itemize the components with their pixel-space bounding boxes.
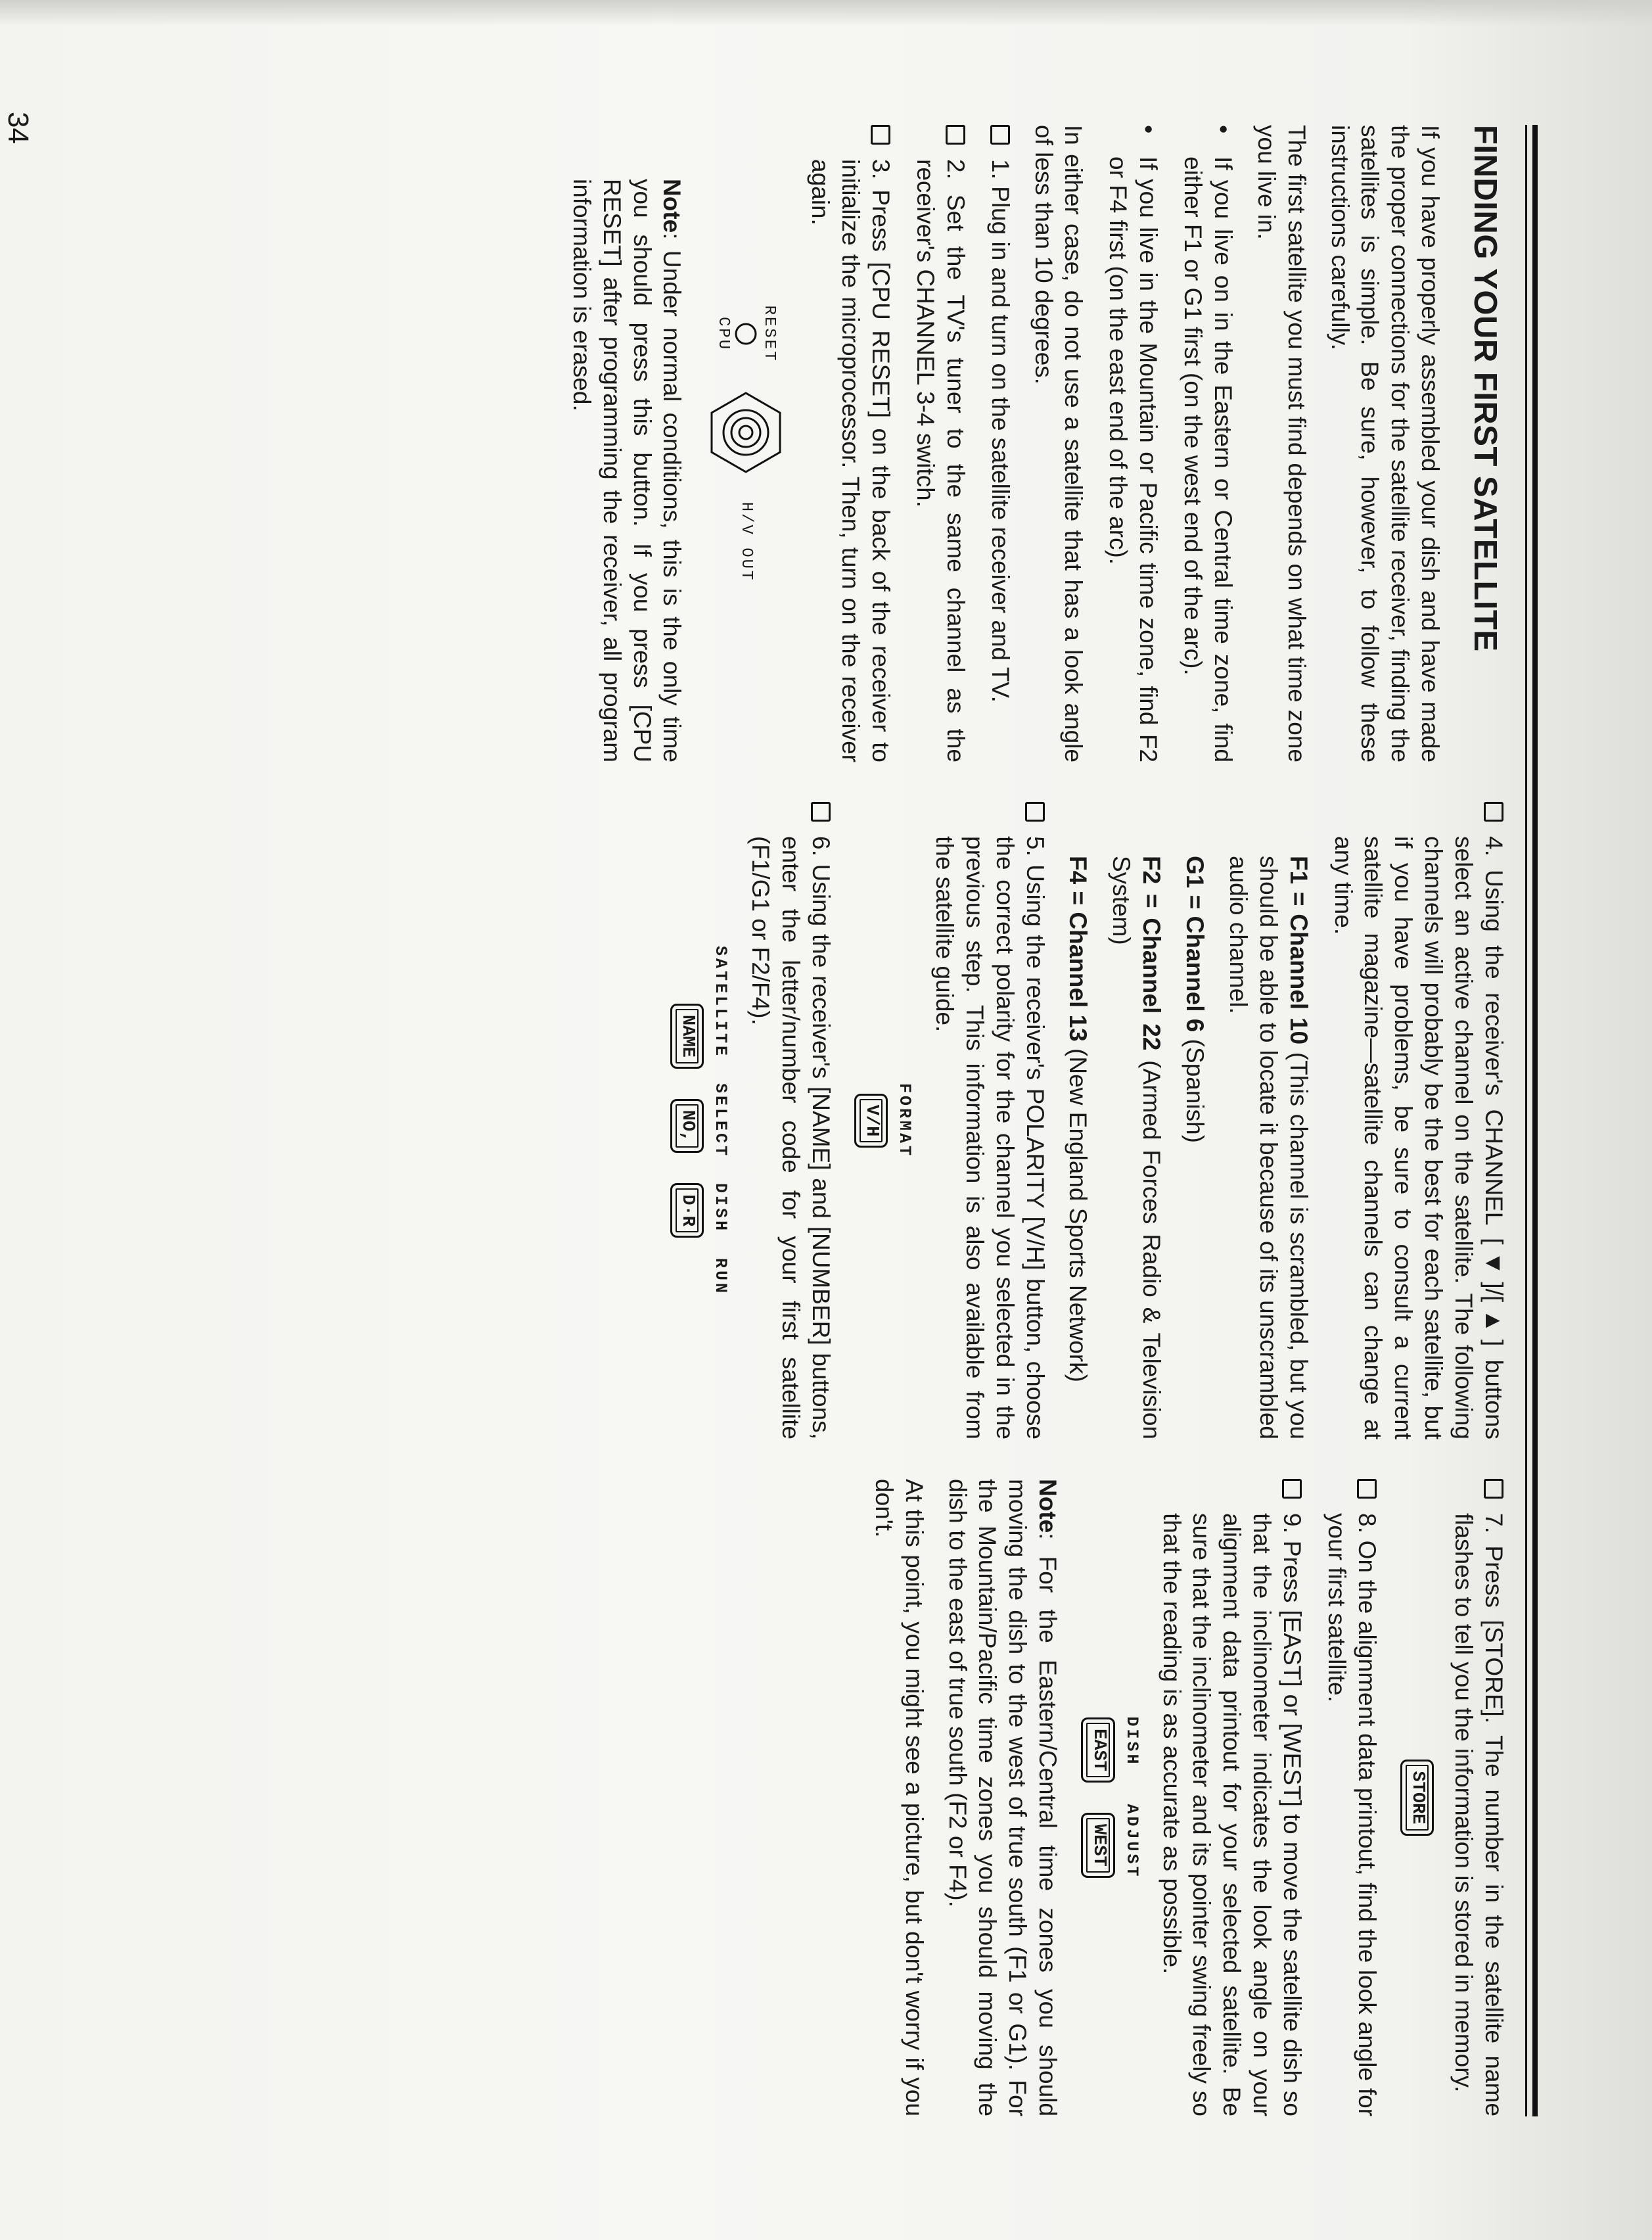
checkbox-icon (1282, 1479, 1302, 1499)
satellite-panel-label: SATELLITE SELECT DISH RUN (711, 945, 731, 1296)
channel-f1: F1 = Channel 10 (This channel is scrambled, but you should be able to locate it because of its unscrambled audio channel. (1225, 856, 1312, 1439)
checkbox-icon (1484, 802, 1503, 822)
bullet-eastern-central: • If you live on in the Eastern or Central time zone, find either F1 or G1 first (on the west end of the arc). (1180, 125, 1237, 762)
step-9: 9. Press [EAST] or [WEST] to move the satellite dish so that the inclinometer indicates the look angle on your alignment data printout for your selected satellite. Be sure that the inclinometer and its pointer swing freely so that the reading is as accurate as possible. (1157, 1479, 1307, 2116)
hv-out-connector-icon (707, 386, 786, 478)
checkbox-icon (811, 802, 831, 822)
closing-paragraph: At this point, you might see a picture, but don't worry if you don't. (870, 1479, 928, 2116)
right-note: Note: For the Eastern/Central time zones you should moving the dish to the west of true south (F1 or G1). For the Mountain/Pacific time zones you should moving the dish to the east of true south (F2 or F4). (944, 1479, 1062, 2116)
reset-button-group (714, 306, 779, 363)
dish-adjust-label: DISH ADJUST (1122, 1716, 1141, 1879)
reset-label: RESET (760, 305, 779, 363)
column-left (553, 125, 1509, 762)
step-4: 4. Using the receiver's CHANNEL [▼]/[▲] buttons select an active channel on the satellite. The following channels will probably be the best for each satellite, but if you have problems, be sure to consult a current satellite magazine—satellite channels can change at any time. (1328, 802, 1509, 1439)
step-5: 5. Using the receiver's POLARITY [V/H] button, choose the correct polarity for the channel you selected in the previous step. This information is also available from the satellite guide. (929, 802, 1050, 1439)
store-button[interactable]: STORE (1400, 1760, 1434, 1835)
hv-out-label: H/V OUT (737, 502, 756, 582)
intro-paragraph: If you have properly assembled your dish and have made the proper connections for the satellite receiver, finding the satellites is simple. Be sure, however, to follow these instructions carefully. (1326, 125, 1444, 762)
column-middle (553, 802, 1509, 1439)
dish-adjust-panel (1081, 1479, 1141, 2116)
checkbox-icon (946, 125, 965, 145)
name-button[interactable]: NAME (670, 1004, 704, 1069)
channel-g1: G1 = Channel 6 (Spanish) (1182, 856, 1209, 1143)
step-7: 7. Press [STORE]. The number in the satellite name flashes to tell you the information is stored in memory. (1448, 1479, 1509, 2116)
step-2: 2. Set the TV's tuner to the same channel as the receiver's CHANNEL 3-4 switch. (910, 125, 971, 762)
text-columns (553, 125, 1509, 2116)
step-8: 8. On the alignment data printout, find the look angle for your first satellite. (1321, 1479, 1382, 2116)
checkbox-icon (871, 125, 890, 145)
left-note: Note: Under normal conditions, this is the only time you should press this button. If you press [CPU RESET] after programming the receiver, all program information is erased. (568, 179, 686, 762)
west-button[interactable]: WEST (1081, 1813, 1114, 1878)
checkbox-icon (1484, 1479, 1503, 1499)
header-rule-thick (1532, 125, 1538, 2116)
page-content (112, 125, 1538, 2116)
dish-run-button[interactable]: D·R (670, 1183, 704, 1238)
column-right (553, 1479, 1509, 2116)
format-label: FORMAT (895, 1083, 915, 1158)
satellite-panel (670, 802, 731, 1439)
checkbox-icon (1025, 802, 1045, 822)
channel-f2: F2 = Channel 22 (Armed Forces Radio & Television System) (1108, 856, 1166, 1439)
channel-f4: F4 = Channel 13 (New England Sports Network) (1065, 856, 1092, 1382)
east-button[interactable]: EAST (1081, 1717, 1114, 1783)
zone-paragraph: The first satellite you must find depends on what time zone you live in. (1252, 125, 1310, 762)
cpu-reset-diagram (707, 125, 786, 762)
reset-button-icon (733, 321, 760, 347)
checkbox-icon (990, 125, 1010, 145)
bullet-mountain-pacific: • If you live in the Mountain or Pacific time zone, find F2 or F4 first (on the east end of the arc). (1105, 125, 1162, 762)
cpu-label: CPU (714, 316, 733, 352)
store-panel (1400, 1479, 1434, 2116)
bullet-icon: • (1209, 125, 1237, 134)
header-rule-thin (1525, 125, 1527, 2116)
vh-button[interactable]: V/H (854, 1094, 888, 1148)
number-button[interactable]: NO, (670, 1099, 704, 1154)
step-6: 6. Using the receiver's [NAME] and [NUMBER] buttons, enter the letter/number code for your first satellite (F1/G1 or F2/F4). (745, 802, 836, 1439)
step-1: 1. Plug in and turn on the satellite receiver and TV. (985, 125, 1015, 762)
page-title: FINDING YOUR FIRST SATELLITE (1467, 125, 1503, 652)
page-number: 34 (2, 112, 34, 144)
checkbox-icon (1357, 1479, 1377, 1499)
format-panel (854, 802, 915, 1439)
look-angle-paragraph: In either case, do not use a satellite that has a look angle of less than 10 degrees. (1030, 125, 1088, 762)
step-3: 3. Press [CPU RESET] on the back of the receiver to initialize the microprocessor. Then, turn on the receiver again. (806, 125, 896, 762)
bullet-icon: • (1134, 125, 1162, 134)
